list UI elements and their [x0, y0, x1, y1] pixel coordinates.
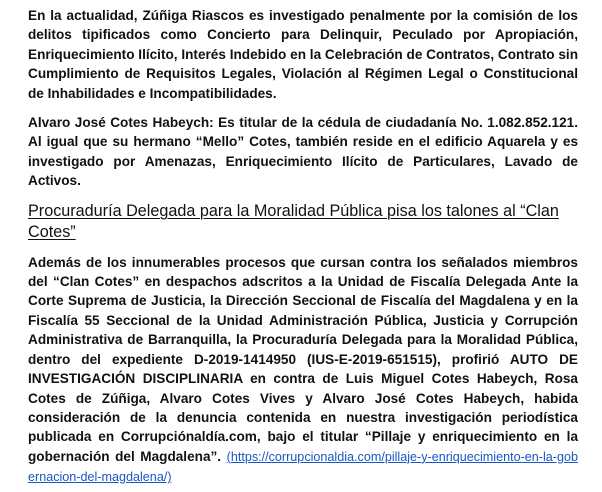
section-heading: Procuraduría Delegada para la Moralidad Pública pisa los talones al “Clan Cotes”	[28, 201, 559, 241]
paragraph-procuraduria	[28, 253, 578, 488]
paragraph-investigation-zuniga: En la actualidad, Zúñiga Riascos es investigado penalmente por la comisión de los delitos tipificados como Concierto para Delinquir, Peculado por Apropiación, Enriquecimiento Ilícito, Interés Indebido en la Celebración de Contratos, Contrato sin Cumplimiento de Requisitos Legales, Violación al Régimen Legal o Constitucional de Inhabilidades e Incompatibilidades.	[28, 8, 578, 101]
source-link[interactable]: (https://corrupcionaldia.com/pillaje-y-enriquecimiento-en-la-gobernacion-del-magdalena/)	[28, 449, 579, 485]
paragraph-alvaro-jose-cotes: Alvaro José Cotes Habeych: Es titular de la cédula de ciudadanía No. 1.082.852.121. Al igual que su hermano “Mello” Cotes, también reside en el edificio Aquarela y es investigado por Amenazas, Enriquecimiento Ilícito de Particulares, Lavado de Activos.	[28, 115, 578, 189]
paragraph-procuraduria-text: Además de los innumerables procesos que cursan contra los señalados miembros del “Clan Cotes” en despachos adscritos a la Unidad de Fiscalía Delegada Ante la Corte Suprema de Justicia, la Dirección Seccional de Fiscalía del Magdalena y en la Fiscalía 55 Seccional de la Unidad Administración Pública, Justicia y Corrupción Administrativa de Barranquilla, la Procuraduría Delegada para la Moralidad Pública, dentro del expediente D-2019-1414950 (IUS-E-2019-651515), profirió AUTO DE INVESTIGACIÓN DISCIPLINARIA en contra de Luis Miguel Cotes Habeych, Rosa Cotes de Zúñiga, Alvaro Cotes Vives y Alvaro José Cotes Habeych, habida consideración de la denuncia contenida en nuestra investigación periodística publicada en Corrupciónaldía.com, bajo el titular “Pillaje y enriquecimiento en la gobernación del Magdalena”.	[28, 254, 578, 464]
